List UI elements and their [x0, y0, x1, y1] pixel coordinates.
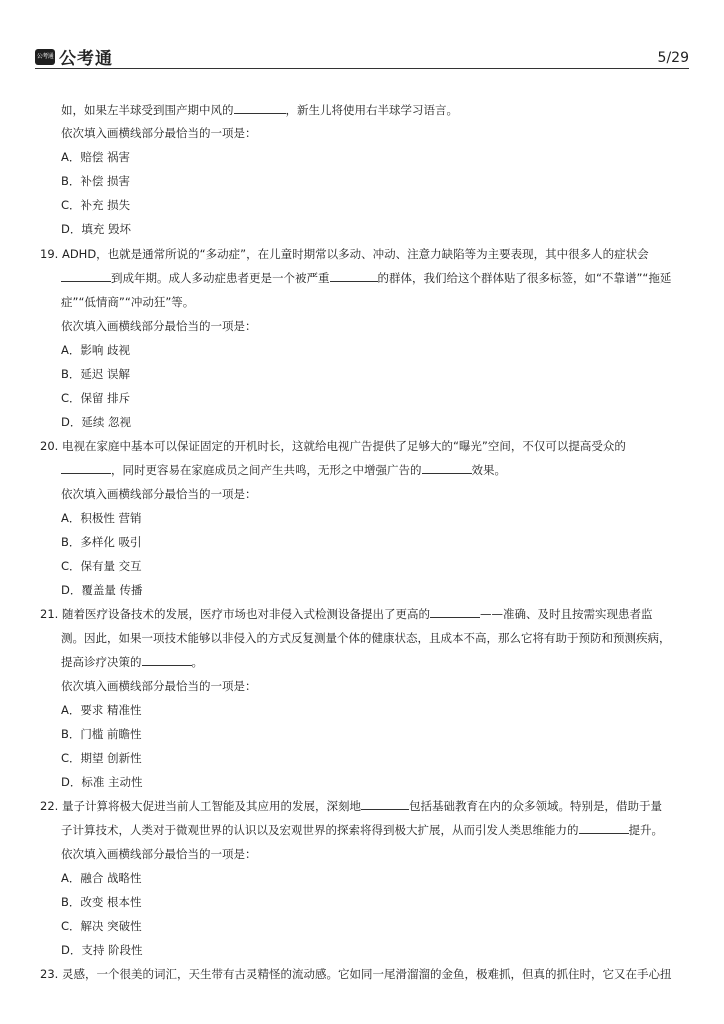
q21-option-b: B．门槛 前瞻性: [61, 727, 142, 741]
q18-option-a: A．赔偿 祸害: [61, 150, 131, 164]
blank: [61, 270, 111, 282]
question-number: 23.: [40, 967, 59, 981]
q21-option-a: A．要求 精准性: [61, 703, 142, 717]
q19-line-2: [61, 270, 671, 286]
q18-option-b: B．补偿 损害: [61, 174, 131, 188]
text: ，新生儿将使用右半球学习语言。: [285, 103, 458, 117]
blank: [361, 798, 409, 810]
text: 子计算技术，人类对于微观世界的认识以及宏观世界的探索将得到极大扩展，从而引发人类思维能力的: [61, 823, 579, 837]
text: 提升。: [628, 823, 663, 837]
q21-line-3: [61, 654, 203, 670]
q19-option-c: C．保留 排斥: [61, 391, 131, 405]
blank: [579, 822, 629, 834]
text: 的群体，我们给这个群体贴了很多标签，如“不靠谱”“拖延: [377, 271, 672, 285]
text: 灵感，一个很美的词汇，天生带有古灵精怪的流动感。它如同一尾滑溜溜的金鱼，极难抓，但真的抓住时，它又在手心扭: [61, 967, 672, 981]
q19-option-b: B．延迟 误解: [61, 367, 131, 381]
q18-option-d: D．填充 毁坏: [61, 222, 132, 236]
text: 提高诊疗决策的: [61, 655, 142, 669]
text: 如，如果左半球受到围产期中风的: [61, 103, 234, 117]
q19-line-1: [40, 246, 649, 262]
question-number: 20.: [40, 439, 59, 453]
q20-option-c: C．保有量 交互: [61, 559, 142, 573]
blank: [61, 462, 111, 474]
text: 电视在家庭中基本可以保证固定的开机时长，这就给电视广告提供了足够大的“曝光”空间，不仅可以提高受众的: [61, 439, 626, 453]
q19-instruction: 依次填入画横线部分最恰当的一项是：: [61, 319, 257, 333]
q19-option-a: A．影响 歧视: [61, 343, 131, 357]
text: 。: [191, 655, 203, 669]
logo: [35, 44, 113, 69]
q20-line-1: [40, 438, 626, 454]
q22-option-d: D．支持 阶段性: [61, 943, 143, 957]
q21-option-c: C．期望 创新性: [61, 751, 142, 765]
logo-mark-icon: 公考通: [35, 49, 55, 65]
q20-option-d: D．覆盖量 传播: [61, 583, 143, 597]
q21-line-1: [40, 606, 652, 622]
q18-option-c: C．补充 损失: [61, 198, 131, 212]
text: 效果。: [471, 463, 506, 477]
text: ADHD，也就是通常所说的“多动症”，在儿童时期常以多动、冲动、注意力缺陷等为主要表现，其中很多人的症状会: [61, 247, 649, 261]
q22-option-b: B．改变 根本性: [61, 895, 142, 909]
q18-instruction: 依次填入画横线部分最恰当的一项是：: [61, 126, 257, 140]
q20-option-a: A．积极性 营销: [61, 511, 142, 525]
q18-stem-tail: [61, 102, 458, 118]
q21-option-d: D．标准 主动性: [61, 775, 143, 789]
q22-line-2: [61, 822, 663, 838]
question-number: 19.: [40, 247, 59, 261]
q22-instruction: 依次填入画横线部分最恰当的一项是：: [61, 847, 257, 861]
logo-text: 公考通: [59, 49, 113, 69]
q21-instruction: 依次填入画横线部分最恰当的一项是：: [61, 679, 257, 693]
question-number: 21.: [40, 607, 59, 621]
q20-instruction: 依次填入画横线部分最恰当的一项是：: [61, 487, 257, 501]
question-number: 22.: [40, 799, 59, 813]
text: ，同时更容易在家庭成员之间产生共鸣，无形之中增强广告的: [111, 463, 422, 477]
blank: [142, 654, 192, 666]
text: 随着医疗设备技术的发展，医疗市场也对非侵入式检测设备提出了更高的: [61, 607, 430, 621]
q22-line-1: [40, 798, 662, 814]
q20-line-2: [61, 462, 506, 478]
q19-option-d: D．延续 忽视: [61, 415, 132, 429]
q23-line-1: [40, 966, 671, 982]
blank: [330, 270, 378, 282]
page-number: 5/29: [657, 50, 689, 66]
q19-line-3: 症”“低情商”“冲动狂”等。: [61, 295, 195, 309]
blank: [430, 606, 480, 618]
blank: [422, 462, 472, 474]
blank: [234, 102, 286, 114]
text: 到成年期。成人多动症患者更是一个被严重: [111, 271, 330, 285]
text: ——准确、及时且按需实现患者监: [479, 607, 653, 621]
text: 量子计算将极大促进当前人工智能及其应用的发展，深刻地: [61, 799, 361, 813]
q21-line-2: 测。因此，如果一项技术能够以非侵入的方式反复测量个体的健康状态，且成本不高，那么它将有助于预防和预测疾病，: [61, 631, 671, 645]
q20-option-b: B．多样化 吸引: [61, 535, 142, 549]
text: 包括基础教育在内的众多领域。特别是，借助于量: [408, 799, 662, 813]
q22-option-a: A．融合 战略性: [61, 871, 142, 885]
page-header: [35, 42, 689, 69]
q22-option-c: C．解决 突破性: [61, 919, 142, 933]
